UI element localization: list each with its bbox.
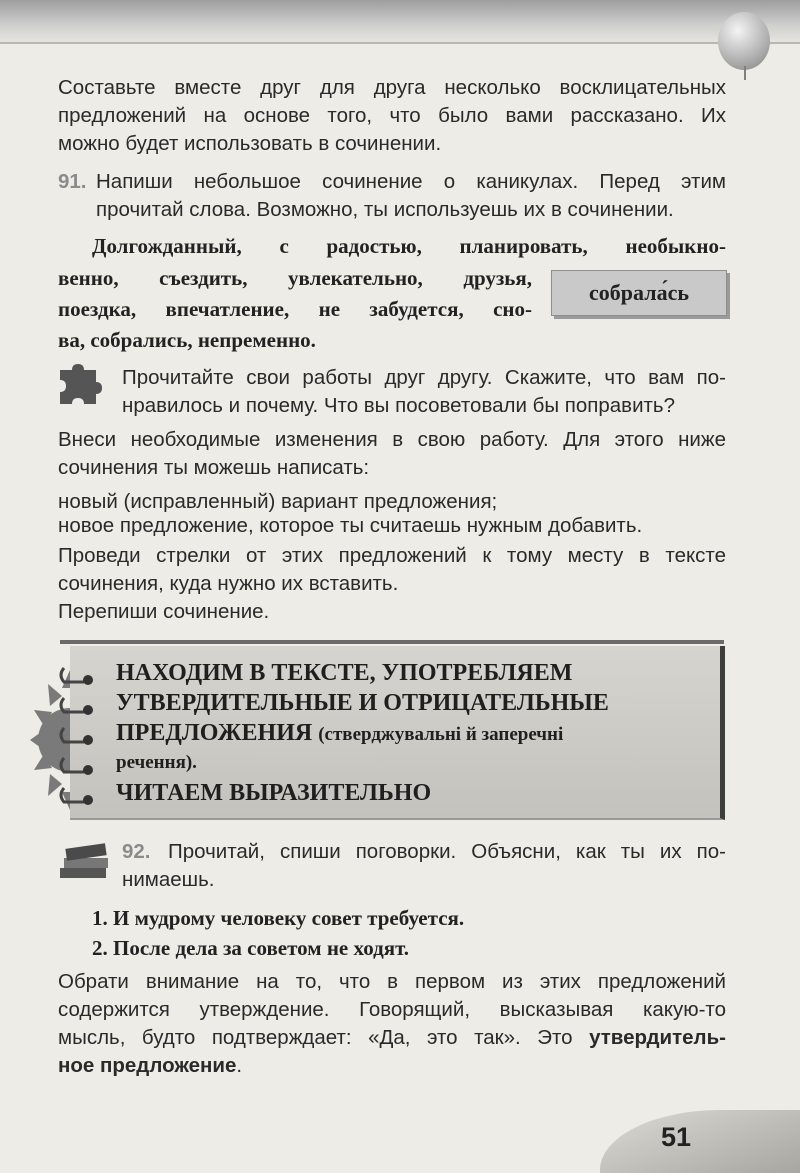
banner-line-ukrainian: (стверджувальні й заперечні (318, 724, 564, 745)
word-list-line: поездка, впечатление, не забудется, сно- (58, 297, 532, 321)
intro-line: предложений на основе того, что было вами рассказано. Их (58, 104, 726, 127)
spiral-ring-icon (58, 664, 98, 686)
exercise-text: прочитай слова. Возможно, ты используешь их в сочинении. (96, 198, 674, 221)
task-line: сочинения, куда нужно их вставить. (58, 572, 399, 595)
proverb: 2. После дела за советом не ходят. (92, 936, 410, 960)
task-line: нравилось и почему. Что вы посоветовали бы поправить? (122, 394, 675, 417)
spiral-ring-icon (58, 724, 98, 746)
proverb: 1. И мудрому человеку совет требуется. (92, 906, 465, 930)
task-line: Внеси необходимые изменения в свою работу. Для этого ниже (58, 428, 726, 451)
term-highlight: утвердитель- (589, 1026, 727, 1049)
outro-line: Обрати внимание на то, что в первом из этих предложений (58, 970, 726, 993)
banner-line: НАХОДИМ В ТЕКСТЕ, УПОТРЕБЛЯЕМ (116, 660, 573, 686)
page-corner-curl (600, 1110, 800, 1173)
banner-line: ЧИТАЕМ ВЫРАЗИТЕЛЬНО (116, 780, 432, 806)
task-line: Прочитайте свои работы друг другу. Скажите, что вам по- (122, 366, 726, 389)
term-highlight: ное предложение (58, 1054, 237, 1077)
spiral-ring-icon (58, 694, 98, 716)
task-line: Проведи стрелки от этих предложений к тому месту в тексте (58, 544, 726, 567)
task-line: Перепиши сочинение. (58, 600, 270, 623)
spiral-ring-icon (58, 754, 98, 776)
word-list-line: венно, съездить, увлекательно, друзья, (58, 266, 532, 290)
task-line: новый (исправленный) вариант предложения; (58, 490, 498, 513)
balloon-string (744, 66, 746, 80)
word-list-line: Долгожданный, с радостью, планировать, необыкно- (92, 234, 726, 258)
outro-line: мысль, будто подтверждает: «Да, это так». Это (58, 1026, 573, 1049)
outro-line: содержится утверждение. Говорящий, высказывая какую-то (58, 998, 726, 1021)
outro-line: . (236, 1054, 243, 1077)
balloon-icon (718, 12, 770, 70)
vocabulary-box: собрала́сь (551, 270, 727, 316)
page-number: 51 (661, 1122, 692, 1152)
intro-line: можно будет использовать в сочинении. (58, 132, 442, 155)
books-icon (56, 838, 114, 882)
header-rule (0, 42, 800, 44)
banner-line: УТВЕРДИТЕЛЬНЫЕ И ОТРИЦАТЕЛЬНЫЕ (116, 690, 609, 716)
task-line: сочинения ты можешь написать: (58, 456, 370, 479)
word-list-line: ва, собрались, непременно. (58, 328, 316, 352)
exercise-number: 91. (58, 170, 87, 193)
exercise-text: Напиши небольшое сочинение о каникулах. Перед этим (96, 170, 726, 193)
header-band (0, 0, 800, 42)
banner-line: ПРЕДЛОЖЕНИЯ (116, 720, 313, 746)
exercise-text: нимаешь. (122, 868, 215, 891)
task-line: новое предложение, которое ты считаешь нужным добавить. (58, 514, 643, 537)
spiral-ring-icon (58, 784, 98, 806)
intro-line: Составьте вместе друг для друга несколько восклицательных (58, 76, 726, 99)
exercise-number: 92. (122, 840, 151, 863)
banner-line-ukrainian: речення). (116, 752, 197, 773)
banner-top-rule (60, 640, 724, 644)
exercise-text: Прочитай, спиши поговорки. Объясни, как ты их по- (168, 840, 726, 863)
puzzle-icon (56, 362, 102, 406)
